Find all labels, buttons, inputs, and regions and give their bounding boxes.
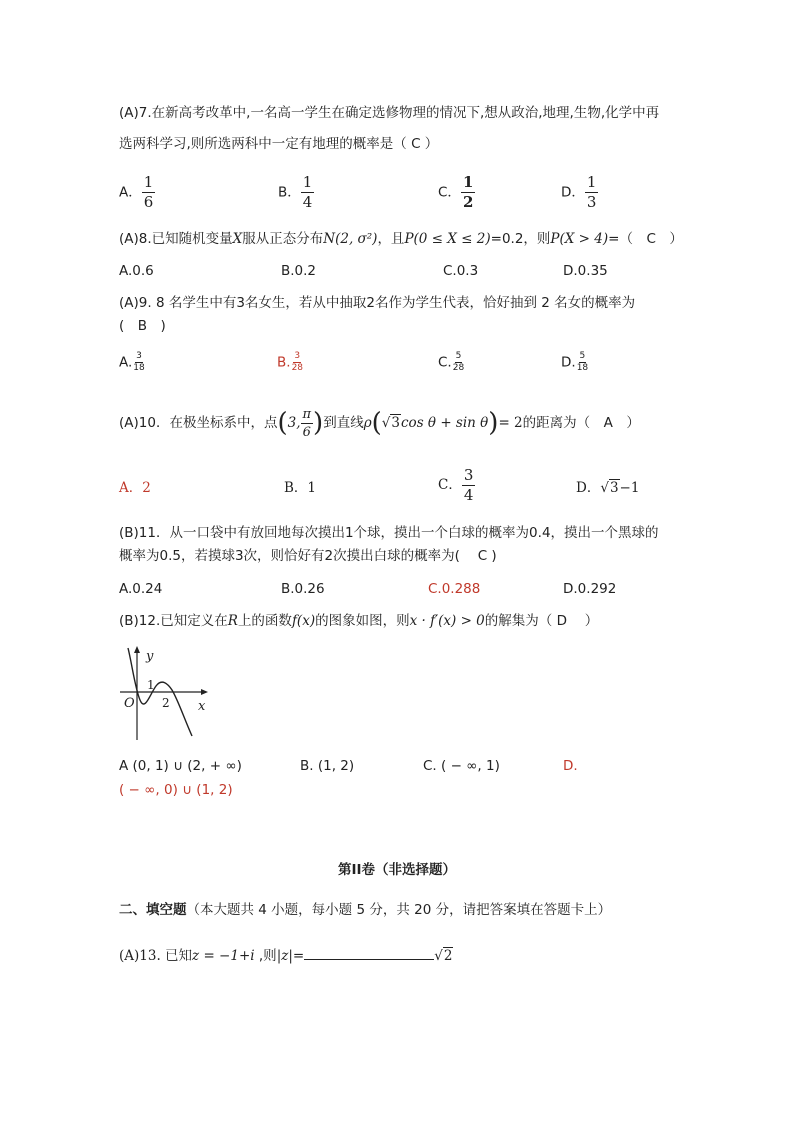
q7-option-b: B． $\frac{1}{4}$ <box>278 173 313 211</box>
tick-label-2: 2 <box>162 696 170 710</box>
x-axis-arrow <box>201 689 208 695</box>
q8-option-a: A.0.6 <box>119 263 154 279</box>
q9-option-d: D. $\frac{5}{18}$ <box>561 351 589 373</box>
section-title: 第II卷（非选择题） <box>337 862 457 878</box>
q10-option-d: D．√3−1 <box>576 480 640 496</box>
q8-option-b: B.0.2 <box>281 263 317 279</box>
q9-option-a: A. $\frac{3}{18}$ <box>119 351 145 373</box>
fill-in-heading: 二、填空题（本大题共 4 小题，每小题 5 分，共 20 分，请把答案填在答题卡上） <box>119 902 612 918</box>
q9-option-b: B. $\frac{3}{28}$ <box>277 351 304 373</box>
q11-option-b: B.0.26 <box>281 581 325 597</box>
q7-option-c: C． $\frac{1}{2}$ <box>438 173 474 211</box>
origin-label: O <box>124 696 135 711</box>
x-label: x <box>198 699 206 714</box>
q10-stem: (A)10．在极坐标系中，点 ( 3, $\frac{\pi}{6}$ ) 到直线 ρ ( √3 cos θ + sin θ ) = 2 的距离为（ A ） <box>119 406 640 440</box>
q11-option-d: D.0.292 <box>563 581 617 597</box>
q10-option-a: A．2 <box>119 480 151 496</box>
q12-option-b: B. (1, 2) <box>300 758 355 774</box>
q12-option-d: D. <box>563 758 578 774</box>
answer-blank[interactable] <box>304 945 434 960</box>
q10-option-b: B．1 <box>284 480 317 496</box>
q9-option-c: C. $\frac{5}{28}$ <box>438 351 465 373</box>
q11-line2: 概率为0.5，若摸球3次，则恰好有2次摸出白球的概率为( C ) <box>119 548 497 564</box>
y-axis-arrow <box>134 646 140 653</box>
q9-line1: (A)9. 8 名学生中有3名女生，若从中抽取2名作为学生代表，恰好抽到 2 名女的概率为 <box>119 295 636 311</box>
tick-label-1: 1 <box>147 678 155 692</box>
q11-line1: (B)11．从一口袋中有放回地每次摸出1个球，摸出一个白球的概率为0.4，摸出一个黑球的 <box>119 525 659 541</box>
q11-option-a: A.0.24 <box>119 581 163 597</box>
q7-option-a: A． $\frac{1}{6}$ <box>119 173 154 211</box>
q7-line2: 选两科学习,则所选两科中一定有地理的概率是（ C ） <box>119 136 439 152</box>
q9-line2: ( B ) <box>119 318 166 334</box>
q7-line1: (A)7.在新高考改革中,一名高一学生在确定选修物理的情况下,想从政治,地理,生物,化学中再 <box>119 105 660 121</box>
q8-option-c: C.0.3 <box>443 263 479 279</box>
q8-option-d: D.0.35 <box>563 263 608 279</box>
q12-stem: (B)12.已知定义在R上的函数f(x)的图象如图，则x · f′(x) > 0的解集为（ D ） <box>119 613 599 629</box>
q12-option-d-value: ( − ∞, 0) ∪ (1, 2) <box>119 782 233 798</box>
q7-option-d: D． $\frac{1}{3}$ <box>561 173 597 211</box>
q12-option-c: C. ( − ∞, 1) <box>423 758 500 774</box>
function-graph <box>118 644 218 744</box>
y-label: y <box>146 649 154 664</box>
q13-answer: √2 <box>434 948 453 964</box>
q10-option-c: C． $\frac{3}{4}$ <box>438 466 474 504</box>
q12-option-a: A (0, 1) ∪ (2, + ∞) <box>119 758 242 774</box>
q13-stem: (A)13. 已知z = −1+i ,则|z|= √2 <box>119 945 453 966</box>
q11-option-c: C.0.288 <box>428 581 481 597</box>
q8-stem: (A)8.已知随机变量X服从正态分布N(2, σ²)，且P(0 ≤ X ≤ 2)=0.2，则P(X > 4)=（ C ） <box>119 231 683 247</box>
